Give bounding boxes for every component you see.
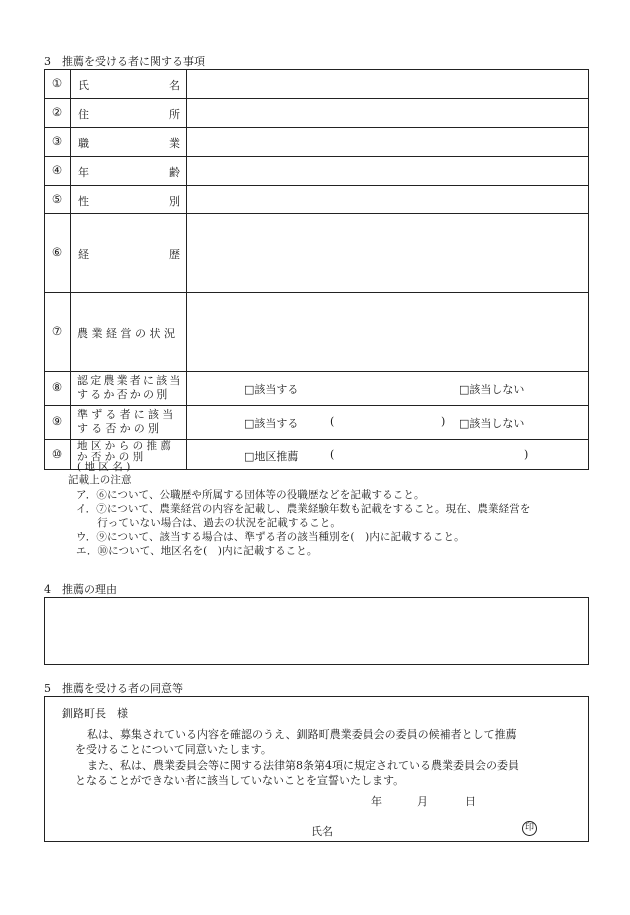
year-field[interactable] [331,789,367,807]
day-field[interactable] [431,789,463,807]
career-field[interactable] [187,214,588,292]
row-number: ⑤ [51,192,63,206]
seal-icon: 印 [522,821,537,836]
declaration-text: となることができない者に該当していないことを宣誓いたします。 [75,774,405,787]
gender-label: 性 別 [78,195,180,208]
gender-field[interactable] [187,186,588,213]
paren-close: ) [441,415,446,428]
age-field[interactable] [187,157,588,185]
row-number: ⑥ [51,245,63,259]
equivalent-yes-checkbox[interactable]: □該当する [244,417,299,430]
farm-management-label: 農 業 経 営 の 状 況 [77,327,175,340]
section4-heading: 4 推薦の理由 [44,583,117,596]
occupation-label: 職 業 [78,137,180,150]
name-field[interactable] [187,70,588,98]
consent-text: 私は、募集されている内容を確認のうえ、釧路町農業委員会の委員の候補者として推薦 [87,728,517,741]
consent-box [44,696,589,842]
month-label: 月 [417,795,428,808]
certified-yes-checkbox[interactable]: □該当する [244,383,299,396]
district-recommendation-label: 地区からの推薦 か否かの別 (地区名) [77,440,175,473]
year-label: 年 [371,795,382,808]
row-number: ⑩ [51,447,63,461]
age-label: 年 齢 [78,166,180,179]
row-number: ⑨ [51,414,63,428]
row-number: ① [51,76,63,90]
addressee: 釧路町長 様 [62,707,128,720]
name-label: 氏 名 [78,79,180,92]
consent-text: を受けることについて同意いたします。 [75,743,272,756]
notes-title: 記載上の注意 [68,474,132,486]
day-label: 日 [465,795,476,808]
row-number: ⑧ [51,380,63,394]
note-item: エ．⑩について、地区名を( )内に記載すること。 [76,545,318,557]
certified-farmer-label: 認定農業者に該当 するか否かの別 [77,374,183,401]
row-number: ② [51,105,63,119]
farm-management-field[interactable] [187,293,588,371]
district-recommendation-checkbox[interactable]: □地区推薦 [244,450,299,463]
paren-open: ( [330,448,335,461]
career-label: 経 歴 [78,248,180,261]
district-name-field[interactable] [334,443,522,461]
address-label: 住 所 [78,108,180,121]
row-number: ⑦ [51,324,63,338]
section5-heading: 5 推薦を受ける者の同意等 [44,682,183,695]
month-field[interactable] [383,789,415,807]
equivalent-label: 準ずる者に該当 する否かの別 [77,408,177,435]
declaration-text: また、私は、農業委員会等に関する法律第8条第4項に規定されている農業委員会の委員 [87,759,519,772]
row-number: ④ [51,163,63,177]
paren-close: ) [524,448,529,461]
equivalent-type-field[interactable] [334,410,436,428]
address-field[interactable] [187,99,588,127]
note-item: ア．⑥について、公職歴や所属する団体等の役職歴などを記載すること。 [76,489,425,501]
paren-open: ( [330,415,335,428]
row-number: ③ [51,134,63,148]
note-item: イ．⑦について、農業経営の内容を記載し、農業経験年数も記載をすること。現在、農業経営を [76,503,531,515]
recommendation-reason-field[interactable] [44,597,589,665]
occupation-field[interactable] [187,128,588,156]
signature-name-field[interactable] [345,817,515,837]
note-item: ウ．⑨について、該当する場合は、準ずる者の該当種別を( )内に記載すること。 [76,531,465,543]
certified-no-checkbox[interactable]: □該当しない [459,383,525,396]
signature-name-label: 氏名 [311,825,333,838]
equivalent-no-checkbox[interactable]: □該当しない [459,417,525,430]
note-item: 行っていない場合は、過去の状況を記載すること。 [76,517,341,529]
section3-heading: 3 推薦を受ける者に関する事項 [44,55,205,68]
